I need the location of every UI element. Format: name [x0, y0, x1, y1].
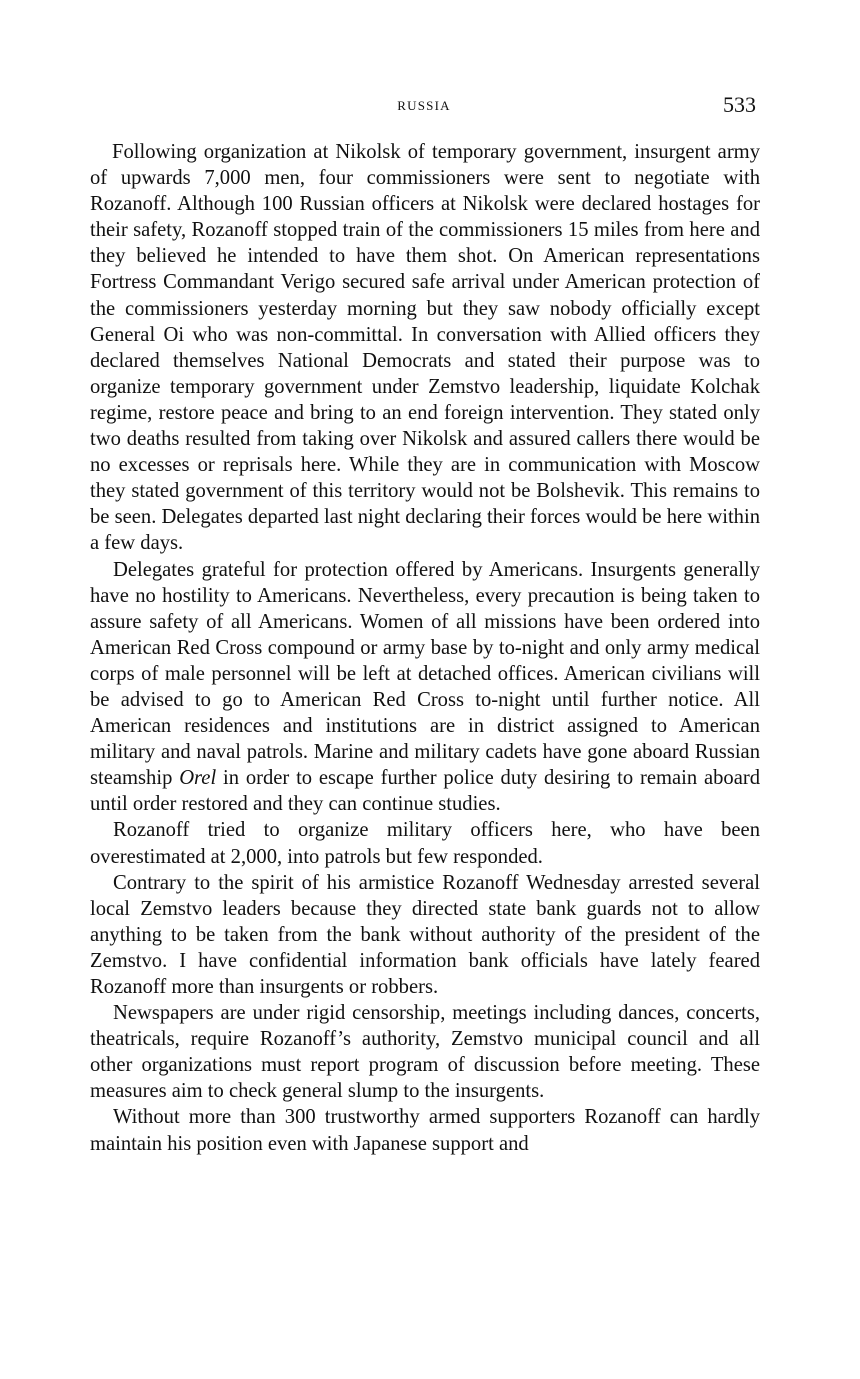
paragraph-armistice: Contrary to the spirit of his armistice Rozanoff Wednesday arrested several local Zemstvo leaders because they directed state bank guards not to allow anything to be taken from the bank without authority of the president of the Zemstvo. I have confidential information bank officials have lately feared Rozanoff more than insurgents or robbers.: [90, 871, 760, 998]
body-text: [90, 139, 760, 1157]
running-head: [90, 92, 758, 122]
paragraph-protection-text: Delegates grateful for protection offered by Americans. Insurgents generally have no hostility to Americans. Nevertheless, every precaution is being taken to assure safety of all Americans. Women of all missions have been ordered into American Red Cross compound or army base by to-night and only army medical corps of male personnel will be left at detached offices. American civilians will be advised to go to American Red Cross to-night until further notice. All American residences and institutions are in district assigned to American military and naval patrols. Marine and military cadets have gone aboard Russian steamship: [90, 558, 760, 790]
section-title: RUSSIA: [397, 98, 451, 113]
ship-name: Orel: [179, 767, 217, 790]
paragraph-military-officers: Rozanoff tried to organize military officers here, who have been overestimated at 2,000, into patrols but few responded.: [90, 819, 760, 868]
page-number: 533: [723, 92, 756, 117]
paragraph-protection-text-end: in order to escape further police duty desiring to remain aboard until order restored and they can continue studies.: [90, 767, 760, 816]
paragraph-censorship: Newspapers are under rigid censorship, meetings including dances, concerts, theatricals, require Rozanoff’s authority, Zemstvo municipal council and all other organizations must report program of discussion before meeting. These measures aim to check general slump to the insurgents.: [90, 1002, 760, 1103]
paragraph-nikolsk-delegation: Following organization at Nikolsk of temporary government, insurgent army of upwards 7,000 men, four commissioners were sent to negotiate with Rozanoff. Although 100 Russian officers at Nikolsk were declared hostages for their safety, Rozanoff stopped train of the commissioners 15 miles from here and they believed he intended to have them shot. On American representations Fortress Commandant Verigo secured safe arrival under American protection of the commissioners yesterday morning but they saw nobody officially except General Oi who was non-committal. In conversation with Allied officers they declared themselves National Democrats and stated their purpose was to organize temporary government under Zemstvo leadership, liquidate Kolchak regime, restore peace and bring to an end foreign intervention. They stated only two deaths resulted from taking over Nikolsk and assured callers there would be no excesses or reprisals here. While they are in communication with Moscow they stated government of this territory would not be Bolshevik. This remains to be seen. Delegates departed last night declaring their forces would be here within a few days.: [90, 141, 760, 555]
paragraph-supporters: Without more than 300 trustworthy armed supporters Rozanoff can hardly maintain his position even with Japanese support and: [90, 1106, 760, 1155]
paragraph-protection: [90, 557, 760, 818]
